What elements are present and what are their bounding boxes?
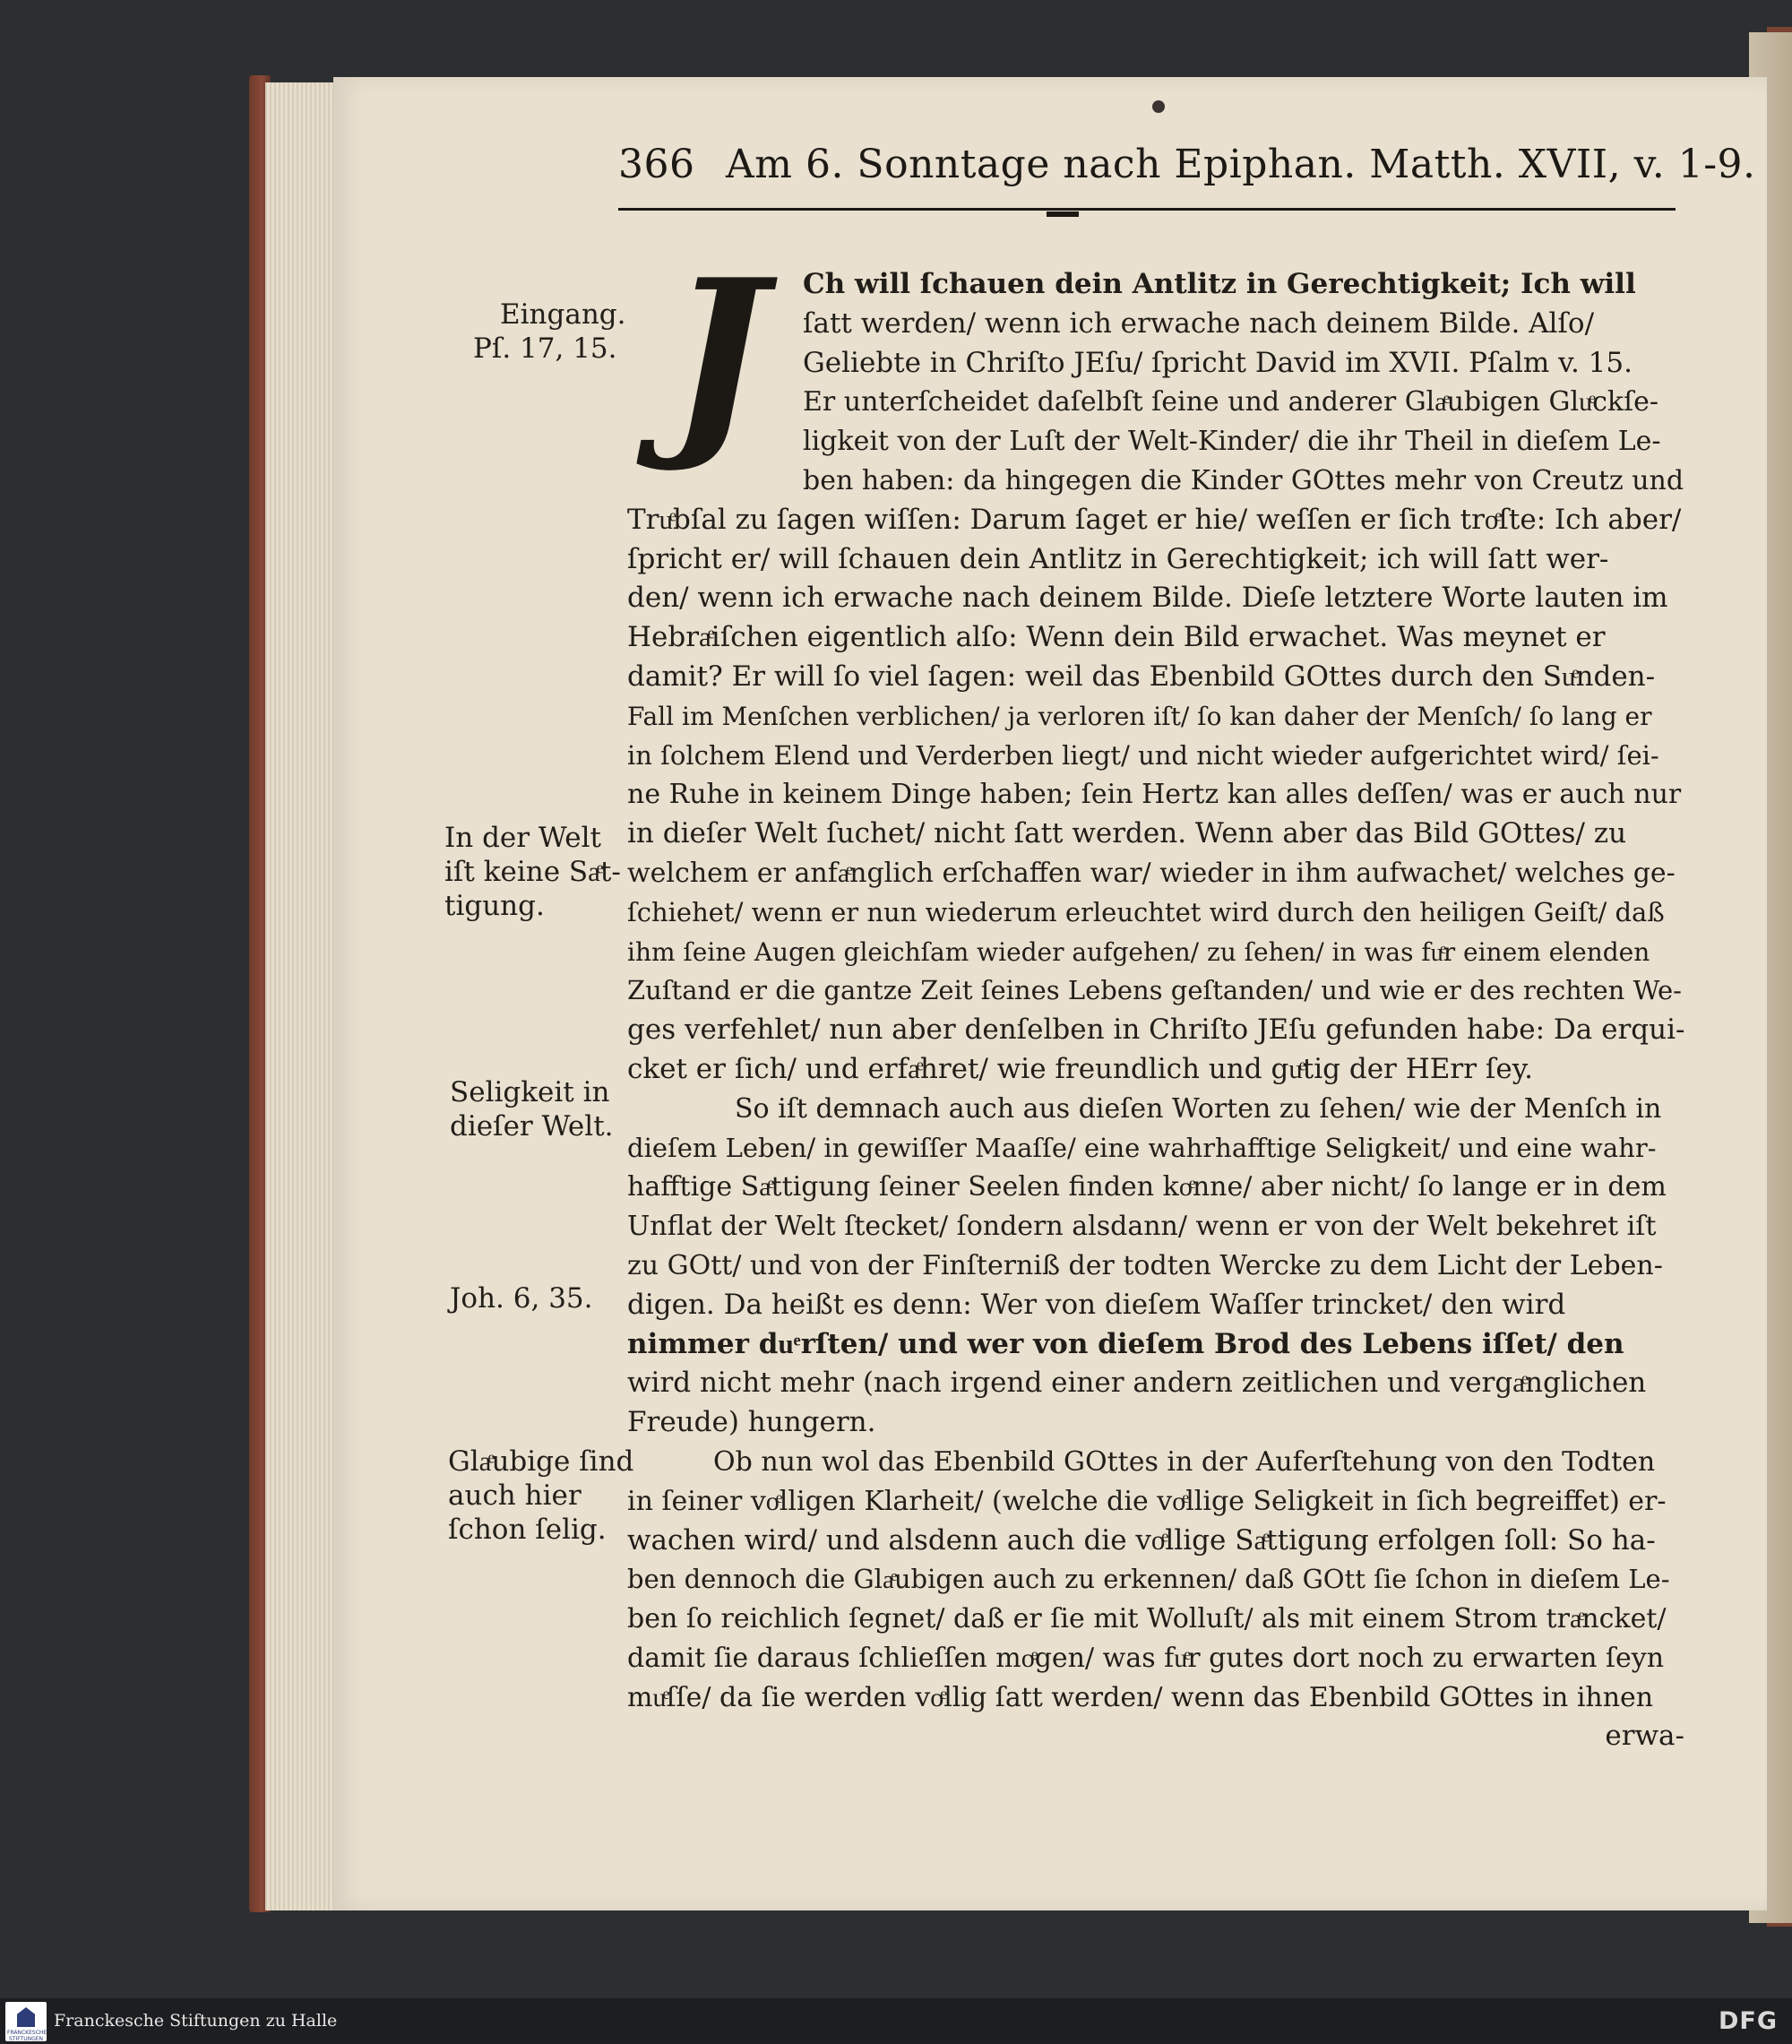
- text-line: So iſt demnach auch aus dieſen Worten zu ſehen/ wie der Menſch in: [735, 1092, 1662, 1125]
- text-line: damit ſie daraus ſchlieſſen moͤgen/ was fuͤr gutes dort noch zu erwarten ſeyn: [627, 1642, 1665, 1674]
- text-line: Unflat der Welt ſtecket/ ſondern alsdann/ wenn er von der Welt bekehret iſt: [627, 1211, 1657, 1243]
- institution-logo-icon[interactable]: [5, 2002, 47, 2041]
- text-line: damit? Er will ſo viel ſagen: weil das Ebenbild GOttes durch den Suͤnden-: [627, 660, 1656, 693]
- text-line: ſchiehet/ wenn er nun wiederum erleuchtet wird durch den heiligen Geiſt/ daß: [627, 896, 1665, 927]
- text-line: zu GOtt/ und von der Finſterniß der todten Wercke zu dem Licht der Leben-: [627, 1249, 1663, 1281]
- margin-note-line: Pſ. 17, 15.: [473, 332, 617, 365]
- text-line: cket er ſich/ und erfaͤhret/ wie freundlich und guͤtig der HErr ſey.: [627, 1052, 1533, 1085]
- margin-note-line: auch hier: [448, 1479, 582, 1512]
- text-line: Er unterſcheidet daſelbſt ſeine und anderer Glaͤubigen Gluͤckſe-: [803, 386, 1659, 418]
- text-line: den/ wenn ich erwache nach deinem Bilde. Dieſe letztere Worte lauten im: [627, 582, 1668, 615]
- ink-dot: [1152, 100, 1165, 113]
- logo-caption: FRANCKESCHE STIFTUNGEN: [7, 2030, 47, 2042]
- text-line: Fall im Menſchen verblichen/ ja verloren iſt/ ſo kan daher der Menſch/ ſo lang er: [627, 701, 1652, 731]
- margin-note-line: Eingang.: [500, 298, 626, 331]
- text-line: ges verfehlet/ nun aber denſelben in Chriſto JEſu gefunden habe: Da erqui-: [627, 1013, 1684, 1047]
- margin-note-eingang: [473, 298, 626, 366]
- text-line: in ſolchem Elend und Verderben liegt/ und nicht wieder aufgerichtet wird/ ſei-: [627, 739, 1659, 771]
- running-head: [618, 142, 1756, 204]
- margin-note-johannes: [450, 1281, 593, 1315]
- text-line: in dieſer Welt ſuchet/ nicht ſatt werden. Wenn aber das Bild GOttes/ zu: [627, 817, 1627, 850]
- text-line: digen. Da heißt es denn: Wer von dieſem Waſſer trincket/ den wird: [627, 1288, 1566, 1321]
- viewer-footer: [0, 1998, 1792, 2044]
- text-line: Freude) hungern.: [627, 1406, 876, 1439]
- text-line: wachen wird/ und alsdenn auch die voͤllige Saͤttigung erfolgen ſoll: So ha-: [627, 1523, 1656, 1557]
- text-line: muͤſſe/ da ſie werden voͤllig ſatt werden/ wenn das Ebenbild GOttes in ihnen: [627, 1681, 1654, 1713]
- page-stack: [265, 82, 339, 1910]
- text-line: nimmer duͤrſten/ und wer von dieſem Brod des Lebens iſſet/ den: [627, 1327, 1624, 1360]
- margin-note-line: ſchon ſelig.: [448, 1514, 607, 1546]
- text-line: Truͤbſal zu ſagen wiſſen: Darum ſaget er hie/ weſſen er ſich troͤſte: Ich aber/: [627, 503, 1682, 536]
- building-icon: [17, 2007, 35, 2027]
- text-line: dieſem Leben/ in gewiſſer Maaſſe/ eine wahrhafftige Seligkeit/ und eine wahr-: [627, 1132, 1657, 1163]
- catchword: erwa-: [1605, 1720, 1684, 1753]
- text-line: ben haben: da hingegen die Kinder GOttes mehr von Creutz und: [803, 464, 1684, 496]
- text-line: ihm ſeine Augen gleichſam wieder aufgehen/ zu ſehen/ in was fuͤr einem elenden: [627, 936, 1650, 967]
- text-line: ſpricht er/ will ſchauen dein Antlitz in Gerechtigkeit; ich will ſatt wer-: [627, 542, 1609, 575]
- margin-note-line: In der Welt: [444, 822, 601, 854]
- body-text: [627, 265, 1684, 1756]
- margin-note-glaeubige: [448, 1445, 633, 1547]
- page-number: 366: [618, 142, 695, 187]
- head-rule: [618, 208, 1676, 211]
- text-line: Geliebte in Chriſto JEſu/ ſpricht David im XVII. Pſalm v. 15.: [803, 346, 1633, 379]
- drop-cap: J: [668, 235, 767, 477]
- margin-note-line: Seligkeit in: [450, 1076, 610, 1108]
- text-line: ne Ruhe in keinem Dinge haben; ſein Hertz kan alles deſſen/ was er auch nur: [627, 779, 1682, 811]
- margin-note-seligkeit: [450, 1075, 614, 1143]
- text-line: ligkeit von der Luſt der Welt-Kinder/ die ihr Theil in dieſem Le-: [803, 426, 1661, 458]
- text-line: Ob nun wol das Ebenbild GOttes in der Auferſtehung von den Todten: [713, 1445, 1656, 1478]
- margin-note-line: dieſer Welt.: [450, 1110, 614, 1143]
- text-line: ben ſo reichlich ſegnet/ daß er ſie mit Wolluſt/ als mit einem Strom traͤncket/: [627, 1603, 1667, 1635]
- text-line: ben dennoch die Glaͤubigen auch zu erkennen/ daß GOtt ſie ſchon in dieſem Le-: [627, 1564, 1670, 1595]
- margin-note-line: Joh. 6, 35.: [450, 1282, 593, 1315]
- text-line: ſatt werden/ wenn ich erwache nach deinem Bilde. Alſo/: [803, 306, 1595, 340]
- text-line: wird nicht mehr (nach irgend einer andern zeitlichen und vergaͤnglichen: [627, 1367, 1647, 1400]
- margin-note-line: tigung.: [444, 890, 545, 922]
- dfg-logo[interactable]: DFG: [1718, 2007, 1778, 2035]
- text-line: in ſeiner voͤlligen Klarheit/ (welche die voͤllige Seligkeit in ſich begreiffet) er-: [627, 1485, 1667, 1517]
- margin-note-saettigung: [444, 821, 621, 923]
- head-ornament: [1047, 211, 1079, 217]
- text-line: hafftige Saͤttigung ſeiner Seelen finden koͤnne/ aber nicht/ ſo lange er in dem: [627, 1171, 1667, 1203]
- running-title: Am 6. Sonntage nach Epiphan. Matth. XVII, v. 1-9.: [725, 142, 1756, 187]
- institution-name[interactable]: Franckesche Stiftungen zu Halle: [54, 2011, 338, 2031]
- text-line: Zuſtand er die gantze Zeit ſeines Lebens geſtanden/ und wie er des rechten We-: [627, 975, 1682, 1006]
- text-line: Ch will ſchauen dein Antlitz in Gerechtigkeit; Ich will: [803, 268, 1636, 300]
- text-line: Hebraͤiſchen eigentlich alſo: Wenn dein Bild erwachet. Was meynet er: [627, 621, 1606, 654]
- margin-note-line: Glaͤubige ſind: [448, 1445, 634, 1478]
- text-line: welchem er anfaͤnglich erſchaffen war/ wieder in ihm aufwachet/ welches ge-: [627, 857, 1676, 889]
- margin-note-line: iſt keine Saͤt-: [444, 856, 621, 888]
